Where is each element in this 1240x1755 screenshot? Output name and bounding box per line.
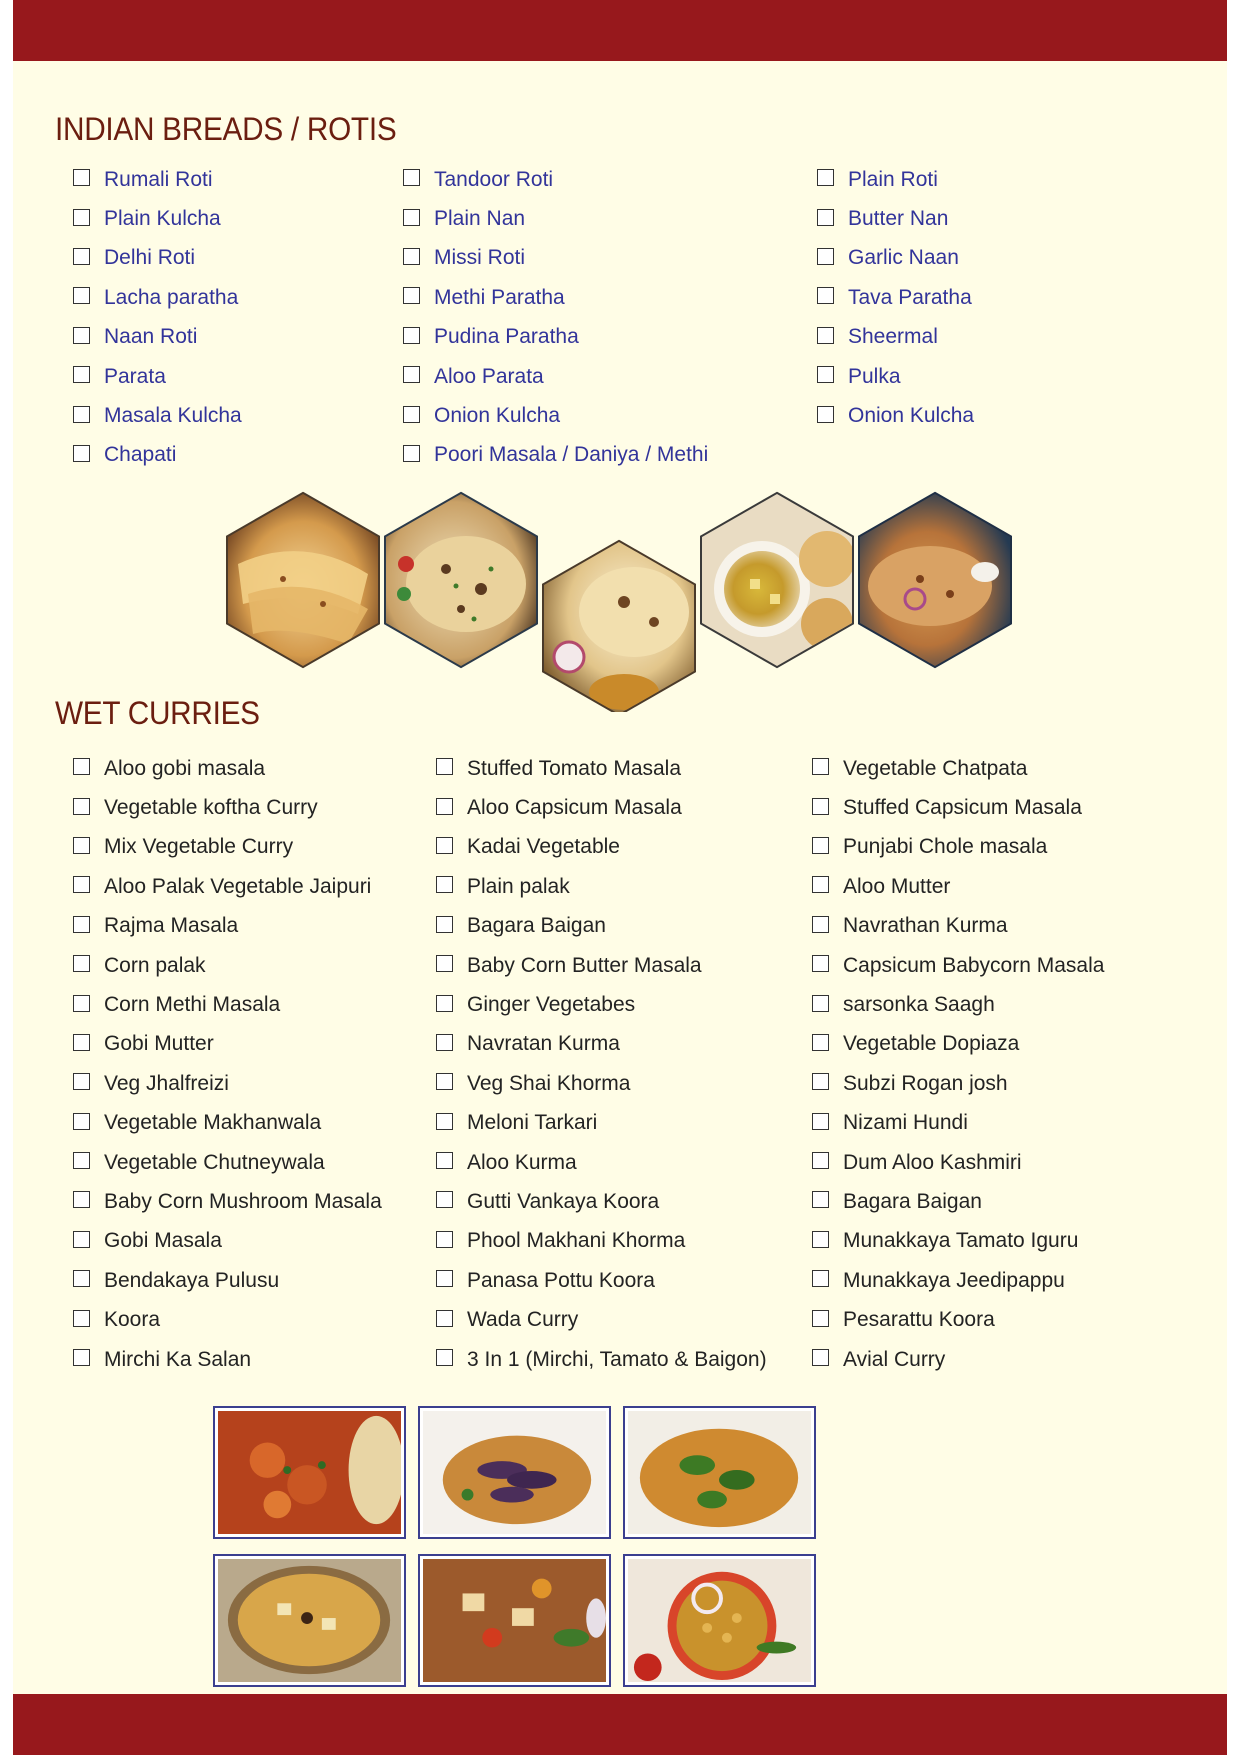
menu-item (403, 199, 708, 238)
item-label: Lacha paratha (104, 285, 239, 309)
item-label: Phool Makhani Khorma (467, 1229, 686, 1253)
item-checkbox[interactable] (403, 327, 420, 344)
item-checkbox[interactable] (73, 758, 90, 775)
menu-item (817, 357, 974, 396)
menu-item (403, 396, 708, 435)
item-label: Koora (104, 1308, 161, 1332)
item-label: Aloo Mutter (843, 874, 951, 898)
menu-item (812, 867, 1104, 906)
item-checkbox[interactable] (73, 876, 90, 893)
item-checkbox[interactable] (436, 1310, 453, 1327)
item-label: Sheermal (848, 325, 938, 349)
item-checkbox[interactable] (403, 445, 420, 462)
item-label: Aloo Parata (434, 364, 544, 388)
item-label: Garlic Naan (848, 246, 959, 270)
item-checkbox[interactable] (812, 876, 829, 893)
item-label: Corn palak (104, 953, 206, 977)
item-label: Plain Nan (434, 207, 526, 231)
item-label: Aloo Capsicum Masala (467, 796, 682, 820)
item-checkbox[interactable] (436, 995, 453, 1012)
item-label: Bagara Baigan (843, 1189, 982, 1213)
item-checkbox[interactable] (73, 366, 90, 383)
item-checkbox[interactable] (73, 1191, 90, 1208)
chole-masala-photo (623, 1554, 816, 1687)
bread-photo-strip (225, 490, 1015, 712)
menu-item (73, 1143, 382, 1182)
menu-item (817, 278, 974, 317)
curries-heading: WET CURRIES (55, 695, 260, 731)
item-checkbox[interactable] (73, 1034, 90, 1051)
item-checkbox[interactable] (812, 758, 829, 775)
menu-item (817, 396, 974, 435)
menu-item (73, 436, 242, 475)
item-checkbox[interactable] (812, 837, 829, 854)
menu-item (812, 749, 1104, 788)
item-checkbox[interactable] (812, 1034, 829, 1051)
item-label: Mirchi Ka Salan (104, 1347, 252, 1371)
item-label: Veg Jhalfreizi (104, 1071, 229, 1095)
item-checkbox[interactable] (817, 209, 834, 226)
item-label: Capsicum Babycorn Masala (843, 953, 1105, 977)
menu-item (73, 1261, 382, 1300)
item-label: Aloo Kurma (467, 1150, 577, 1174)
item-label: Tava Paratha (848, 285, 972, 309)
item-label: Navrathan Kurma (843, 914, 1008, 938)
menu-item (73, 278, 242, 317)
item-label: Plain Kulcha (104, 207, 221, 231)
item-checkbox[interactable] (73, 1270, 90, 1287)
menu-item (403, 318, 708, 357)
menu-item (436, 1300, 767, 1339)
menu-item (403, 278, 708, 317)
menu-item (812, 828, 1104, 867)
item-label: Tandoor Roti (434, 167, 554, 191)
item-label: sarsonka Saagh (843, 993, 995, 1017)
menu-item (73, 946, 382, 985)
item-label: Munakkaya Jeedipappu (843, 1268, 1065, 1292)
item-label: Naan Roti (104, 325, 198, 349)
item-label: Stuffed Tomato Masala (467, 756, 682, 780)
item-checkbox[interactable] (812, 1310, 829, 1327)
menu-item (436, 1340, 767, 1379)
menu-item (436, 1064, 767, 1103)
item-label: Kadai Vegetable (467, 835, 620, 859)
menu-item (73, 867, 382, 906)
item-checkbox[interactable] (73, 248, 90, 265)
item-label: Gobi Masala (104, 1229, 222, 1253)
item-label: Pulka (848, 364, 901, 388)
item-checkbox[interactable] (436, 1191, 453, 1208)
item-label: Vegetable Makhanwala (104, 1111, 322, 1135)
item-checkbox[interactable] (817, 169, 834, 186)
butter-naan-photo (386, 494, 536, 666)
item-label: Dum Aloo Kashmiri (843, 1150, 1022, 1174)
menu-item (812, 1025, 1104, 1064)
item-checkbox[interactable] (403, 248, 420, 265)
item-checkbox[interactable] (73, 1231, 90, 1248)
item-label: Meloni Tarkari (467, 1111, 598, 1135)
item-label: Plain palak (467, 874, 570, 898)
item-checkbox[interactable] (73, 1152, 90, 1169)
item-checkbox[interactable] (436, 1113, 453, 1130)
item-checkbox[interactable] (812, 916, 829, 933)
item-label: Navratan Kurma (467, 1032, 620, 1056)
item-checkbox[interactable] (73, 916, 90, 933)
menu-item (812, 1104, 1104, 1143)
menu-item (436, 1025, 767, 1064)
item-checkbox[interactable] (436, 837, 453, 854)
menu-item (817, 239, 974, 278)
item-checkbox[interactable] (817, 366, 834, 383)
item-label: Vegetable Chatpata (843, 756, 1028, 780)
item-checkbox[interactable] (73, 406, 90, 423)
bottom-color-band (13, 1694, 1227, 1755)
top-color-band (13, 0, 1227, 61)
item-checkbox[interactable] (73, 1073, 90, 1090)
item-label: Panasa Pottu Koora (467, 1268, 655, 1292)
menu-item (73, 907, 382, 946)
item-label: Poori Masala / Daniya / Methi (434, 443, 709, 467)
item-checkbox[interactable] (812, 1152, 829, 1169)
curries-column-1 (73, 749, 382, 1379)
item-checkbox[interactable] (73, 798, 90, 815)
item-checkbox[interactable] (436, 1073, 453, 1090)
menu-item (403, 160, 708, 199)
item-checkbox[interactable] (73, 1349, 90, 1366)
item-checkbox[interactable] (403, 287, 420, 304)
menu-item (73, 985, 382, 1024)
item-checkbox[interactable] (817, 327, 834, 344)
item-label: Missi Roti (434, 246, 526, 270)
menu-item (436, 946, 767, 985)
item-checkbox[interactable] (812, 1349, 829, 1366)
item-label: Nizami Hundi (843, 1111, 968, 1135)
menu-item (436, 1261, 767, 1300)
curries-column-3 (812, 749, 1104, 1379)
item-label: Stuffed Capsicum Masala (843, 796, 1082, 820)
stacked-chapati-photo (228, 494, 378, 666)
menu-item (73, 239, 242, 278)
item-label: Vegetable Chutneywala (104, 1150, 325, 1174)
menu-item (73, 749, 382, 788)
item-label: Parata (104, 364, 166, 388)
item-checkbox[interactable] (436, 1270, 453, 1287)
item-checkbox[interactable] (812, 955, 829, 972)
menu-item (436, 1182, 767, 1221)
item-checkbox[interactable] (812, 1113, 829, 1130)
item-checkbox[interactable] (812, 1270, 829, 1287)
item-checkbox[interactable] (817, 287, 834, 304)
menu-item (436, 1143, 767, 1182)
menu-item (403, 436, 708, 475)
item-checkbox[interactable] (403, 169, 420, 186)
menu-item (73, 396, 242, 435)
menu-item (812, 1182, 1104, 1221)
item-checkbox[interactable] (436, 876, 453, 893)
item-checkbox[interactable] (403, 406, 420, 423)
item-checkbox[interactable] (817, 248, 834, 265)
item-label: Delhi Roti (104, 246, 196, 270)
menu-item (812, 985, 1104, 1024)
item-label: Baby Corn Butter Masala (467, 953, 702, 977)
menu-item (817, 199, 974, 238)
menu-item (73, 1064, 382, 1103)
item-label: Veg Shai Khorma (467, 1071, 631, 1095)
curries-column-2 (436, 749, 767, 1379)
item-label: Vegetable koftha Curry (104, 796, 318, 820)
item-label: Onion Kulcha (848, 404, 975, 428)
menu-item (73, 318, 242, 357)
menu-item (436, 1222, 767, 1261)
item-label: Plain Roti (848, 167, 938, 191)
capsicum-curry-photo (623, 1406, 816, 1539)
menu-item (73, 357, 242, 396)
item-checkbox[interactable] (436, 955, 453, 972)
gobi-masala-photo (213, 1406, 406, 1539)
item-label: Subzi Rogan josh (843, 1071, 1008, 1095)
menu-item (812, 1261, 1104, 1300)
item-label: Munakkaya Tamato Iguru (843, 1229, 1079, 1253)
item-label: Methi Paratha (434, 285, 565, 309)
item-checkbox[interactable] (73, 1113, 90, 1130)
item-checkbox[interactable] (436, 916, 453, 933)
item-label: Onion Kulcha (434, 404, 561, 428)
item-checkbox[interactable] (436, 1152, 453, 1169)
menu-item (73, 1300, 382, 1339)
item-checkbox[interactable] (73, 287, 90, 304)
item-label: Pesarattu Koora (843, 1308, 995, 1332)
item-label: Aloo Palak Vegetable Jaipuri (104, 874, 372, 898)
menu-item (73, 1340, 382, 1379)
menu-item (403, 239, 708, 278)
item-label: Mix Vegetable Curry (104, 835, 294, 859)
menu-item (73, 1182, 382, 1221)
menu-item (73, 828, 382, 867)
item-label: Wada Curry (467, 1308, 579, 1332)
menu-item (73, 199, 242, 238)
menu-item (817, 318, 974, 357)
menu-item (436, 985, 767, 1024)
item-checkbox[interactable] (73, 327, 90, 344)
garlic-naan-with-dal-photo (544, 542, 694, 712)
item-label: Rajma Masala (104, 914, 239, 938)
menu-item (436, 788, 767, 827)
item-checkbox[interactable] (403, 209, 420, 226)
menu-item (73, 160, 242, 199)
breads-heading: INDIAN BREADS / ROTIS (55, 111, 397, 147)
item-label: Punjabi Chole masala (843, 835, 1048, 859)
menu-item (73, 788, 382, 827)
item-checkbox[interactable] (436, 798, 453, 815)
item-checkbox[interactable] (73, 1310, 90, 1327)
menu-item (73, 1104, 382, 1143)
breads-column-2 (403, 160, 708, 475)
menu-item (436, 828, 767, 867)
menu-item (436, 1104, 767, 1143)
item-label: Corn Methi Masala (104, 993, 281, 1017)
menu-item (436, 867, 767, 906)
menu-item (812, 946, 1104, 985)
menu-item (403, 357, 708, 396)
item-checkbox[interactable] (73, 837, 90, 854)
stuffed-brinjal-curry-photo (418, 1406, 611, 1539)
item-checkbox[interactable] (812, 1191, 829, 1208)
item-checkbox[interactable] (812, 798, 829, 815)
menu-item (812, 907, 1104, 946)
kurma-curry-photo (213, 1554, 406, 1687)
item-checkbox[interactable] (436, 1349, 453, 1366)
menu-item (817, 160, 974, 199)
bread-hexagon-photos (225, 490, 1015, 712)
item-label: Vegetable Dopiaza (843, 1032, 1020, 1056)
stuffed-paratha-photo (860, 494, 1010, 666)
breads-column-1 (73, 160, 242, 475)
item-label: Aloo gobi masala (104, 756, 266, 780)
item-label: Bagara Baigan (467, 914, 606, 938)
item-checkbox[interactable] (817, 406, 834, 423)
menu-item (812, 1300, 1104, 1339)
poori-aloo-curry-photo (702, 494, 855, 666)
item-checkbox[interactable] (73, 169, 90, 186)
menu-item (436, 749, 767, 788)
item-label: Chapati (104, 443, 177, 467)
item-label: Ginger Vegetabes (467, 993, 636, 1017)
menu-item (436, 907, 767, 946)
menu-item (812, 1143, 1104, 1182)
item-checkbox[interactable] (436, 1231, 453, 1248)
item-checkbox[interactable] (812, 995, 829, 1012)
item-checkbox[interactable] (73, 209, 90, 226)
item-label: Pudina Paratha (434, 325, 579, 349)
menu-item (812, 1064, 1104, 1103)
item-checkbox[interactable] (812, 1231, 829, 1248)
menu-item (73, 1025, 382, 1064)
item-label: Bendakaya Pulusu (104, 1268, 280, 1292)
breads-column-3 (817, 160, 974, 436)
item-checkbox[interactable] (812, 1073, 829, 1090)
item-label: 3 In 1 (Mirchi, Tamato & Baigon) (467, 1347, 767, 1371)
item-checkbox[interactable] (436, 758, 453, 775)
menu-item (812, 1340, 1104, 1379)
menu-item (73, 1222, 382, 1261)
item-label: Rumali Roti (104, 167, 213, 191)
item-label: Masala Kulcha (104, 404, 242, 428)
item-label: Butter Nan (848, 207, 949, 231)
menu-item (812, 788, 1104, 827)
kadai-vegetable-photo (418, 1554, 611, 1687)
menu-item (812, 1222, 1104, 1261)
item-checkbox[interactable] (403, 366, 420, 383)
item-label: Gobi Mutter (104, 1032, 214, 1056)
item-checkbox[interactable] (73, 955, 90, 972)
item-checkbox[interactable] (73, 995, 90, 1012)
item-label: Avial Curry (843, 1347, 946, 1371)
item-checkbox[interactable] (73, 445, 90, 462)
item-label: Gutti Vankaya Koora (467, 1189, 660, 1213)
item-label: Baby Corn Mushroom Masala (104, 1189, 382, 1213)
item-checkbox[interactable] (436, 1034, 453, 1051)
